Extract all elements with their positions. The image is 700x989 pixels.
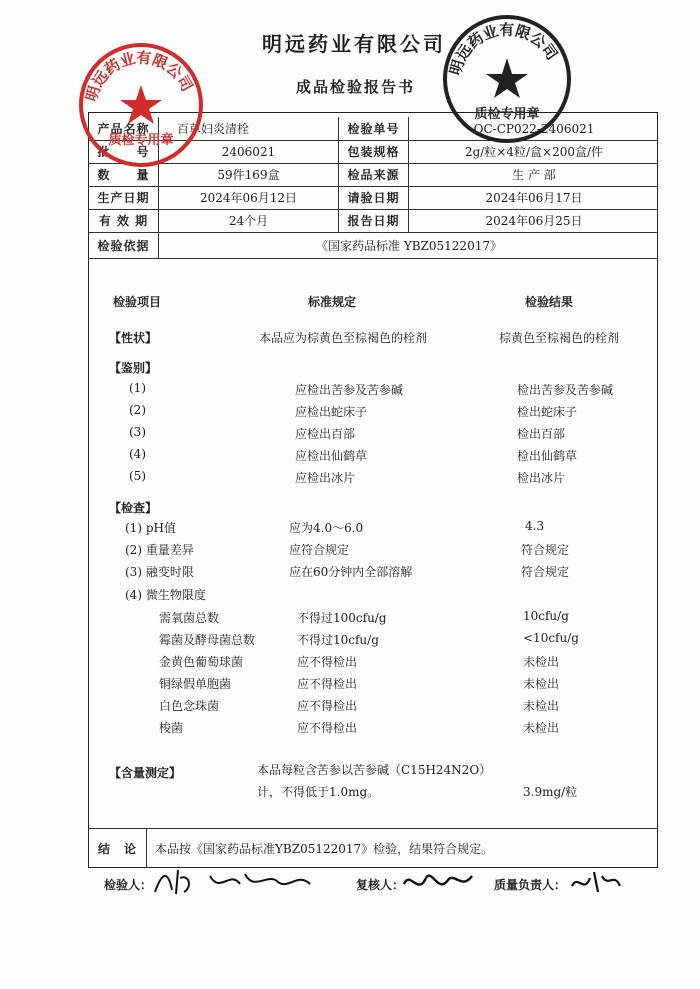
ident-no: (3)	[129, 425, 146, 439]
star-icon	[120, 85, 162, 124]
ident-result: 检出蛇床子	[517, 405, 578, 419]
seal-arc-text: 明远药业有限公司	[446, 20, 562, 78]
qty-value: 59件169盒	[159, 163, 339, 186]
header-row-basis	[89, 232, 657, 259]
col-item-heading: 检验项目	[113, 295, 162, 309]
micro-standard: 不得过100cfu/g	[297, 611, 387, 625]
source-label: 检品来源	[339, 163, 409, 186]
header-row-valid	[89, 209, 657, 233]
micro-name: 霉菌及酵母菌总数	[159, 633, 256, 647]
micro-name: 金黄色葡萄球菌	[159, 655, 244, 669]
inspection-title: 【检查】	[109, 501, 158, 515]
company-seal	[440, 12, 574, 146]
ident-no: (4)	[129, 447, 146, 461]
content-title: 【含量测定】	[109, 766, 182, 780]
micro-name: 需氧菌总数	[159, 611, 220, 625]
ident-result: 检出百部	[517, 427, 566, 441]
red-quality-seal	[76, 40, 206, 170]
ident-result: 检出仙鹤草	[517, 449, 578, 463]
content-line-1: 本品每粒含苦参以苦参碱（C15H24N2O）	[257, 763, 492, 777]
pack-label: 包装规格	[339, 140, 409, 163]
pack-value: 2g/粒×4粒/盒×200盒/件	[464, 145, 604, 159]
report-date-label: 报告日期	[339, 209, 409, 232]
product-label: 产品名称	[89, 117, 159, 140]
micro-standard: 应不得检出	[297, 655, 358, 669]
ident-result: 检出冰片	[517, 471, 566, 485]
col-result-heading: 检验结果	[525, 295, 574, 309]
micro-standard: 应不得检出	[297, 721, 358, 735]
inspection-item-standard: 应符合规定	[289, 543, 350, 557]
basis-label: 检验依据	[89, 232, 159, 258]
inspection-item-name: (1) pH值	[125, 521, 176, 535]
traits-title: 【性状】	[109, 331, 158, 345]
micro-result: <10cfu/g	[523, 631, 579, 645]
content-result: 3.9mg/粒	[523, 785, 578, 799]
ident-no: (2)	[129, 403, 146, 417]
micro-result: 10cfu/g	[523, 609, 569, 623]
ident-result: 检出苦参及苦参碱	[517, 383, 614, 397]
seal-sub-text: 质检专用章	[108, 133, 174, 148]
batch-label: 批 号	[89, 140, 159, 163]
mfg-value: 2024年06月12日	[159, 186, 339, 209]
seal-sub-text: 质检专用章	[474, 107, 540, 122]
ident-no: (1)	[129, 381, 146, 395]
identification-title: 【鉴别】	[109, 361, 158, 375]
col-standard-heading: 标准规定	[308, 295, 357, 309]
micro-title: (4) 微生物限度	[125, 588, 206, 602]
basis-value: 《国家药品标准 YBZ05122017》	[316, 238, 502, 253]
ident-standard: 应检出仙鹤草	[295, 449, 368, 463]
inspection-item-name: (3) 融变时限	[125, 565, 194, 579]
content-line-2: 计，不得低于1.0mg。	[257, 785, 380, 799]
inspection-item-result: 4.3	[525, 519, 545, 533]
conclusion-row	[89, 828, 657, 867]
valid-label: 有 效 期	[89, 209, 159, 232]
conclusion-label: 结 论	[89, 829, 147, 867]
ident-standard: 应检出苦参及苦参碱	[295, 383, 404, 397]
inspection-item-standard: 应为4.0～6.0	[289, 521, 364, 535]
inspector-label: 检验人：	[104, 878, 153, 892]
micro-name: 白色念珠菌	[159, 699, 220, 713]
micro-name: 铜绿假单胞菌	[159, 677, 232, 691]
req-label: 请验日期	[339, 186, 409, 209]
micro-standard: 不得过10cfu/g	[297, 633, 379, 647]
req-value: 2024年06月17日	[485, 191, 583, 205]
document-title: 成品检验报告书	[296, 78, 416, 96]
test-no-label: 检验单号	[339, 117, 409, 140]
product-value: 百草妇炎清栓	[159, 117, 339, 140]
reviewer-label: 复核人：	[356, 878, 405, 892]
qa-signature	[568, 864, 628, 900]
ident-standard: 应检出百部	[295, 427, 356, 441]
ident-standard: 应检出冰片	[295, 471, 356, 485]
valid-value: 24个月	[159, 209, 339, 232]
test-no-value: QC-CP022-2406021	[473, 121, 595, 136]
header-row-mfg	[89, 186, 657, 210]
qa-label: 质量负责人：	[494, 878, 567, 892]
report-sheet	[88, 112, 658, 868]
qty-label: 数 量	[89, 163, 159, 186]
ident-standard: 应检出蛇床子	[295, 405, 368, 419]
micro-result: 未检出	[523, 677, 560, 691]
ident-no: (5)	[129, 469, 146, 483]
traits-result: 棕黄色至棕褐色的栓剂	[499, 331, 620, 345]
traits-standard: 本品应为棕黄色至棕褐色的栓剂	[259, 331, 428, 345]
micro-standard: 应不得检出	[297, 699, 358, 713]
micro-standard: 应不得检出	[297, 677, 358, 691]
company-name: 明远药业有限公司	[262, 32, 446, 56]
batch-value: 2406021	[159, 140, 339, 163]
report-date-value: 2024年06月25日	[485, 214, 583, 228]
micro-result: 未检出	[523, 721, 560, 735]
mfg-label: 生产日期	[89, 186, 159, 209]
inspection-item-standard: 应在60分钟内全部溶解	[289, 565, 413, 579]
micro-result: 未检出	[523, 699, 560, 713]
star-icon	[486, 58, 528, 98]
micro-name: 梭菌	[159, 721, 184, 735]
inspection-item-name: (2) 重量差异	[125, 543, 194, 557]
source-value: 生 产 部	[512, 168, 556, 182]
micro-result: 未检出	[523, 655, 560, 669]
inspection-item-result: 符合规定	[521, 543, 570, 557]
conclusion-text: 本品按《国家药品标准YBZ05122017》检验，结果符合规定。	[155, 841, 494, 856]
reviewer-signature	[398, 864, 478, 900]
seal-arc-text: 明远药业有限公司	[82, 48, 197, 104]
inspector-signature	[150, 864, 330, 900]
inspection-item-result: 符合规定	[521, 565, 570, 579]
